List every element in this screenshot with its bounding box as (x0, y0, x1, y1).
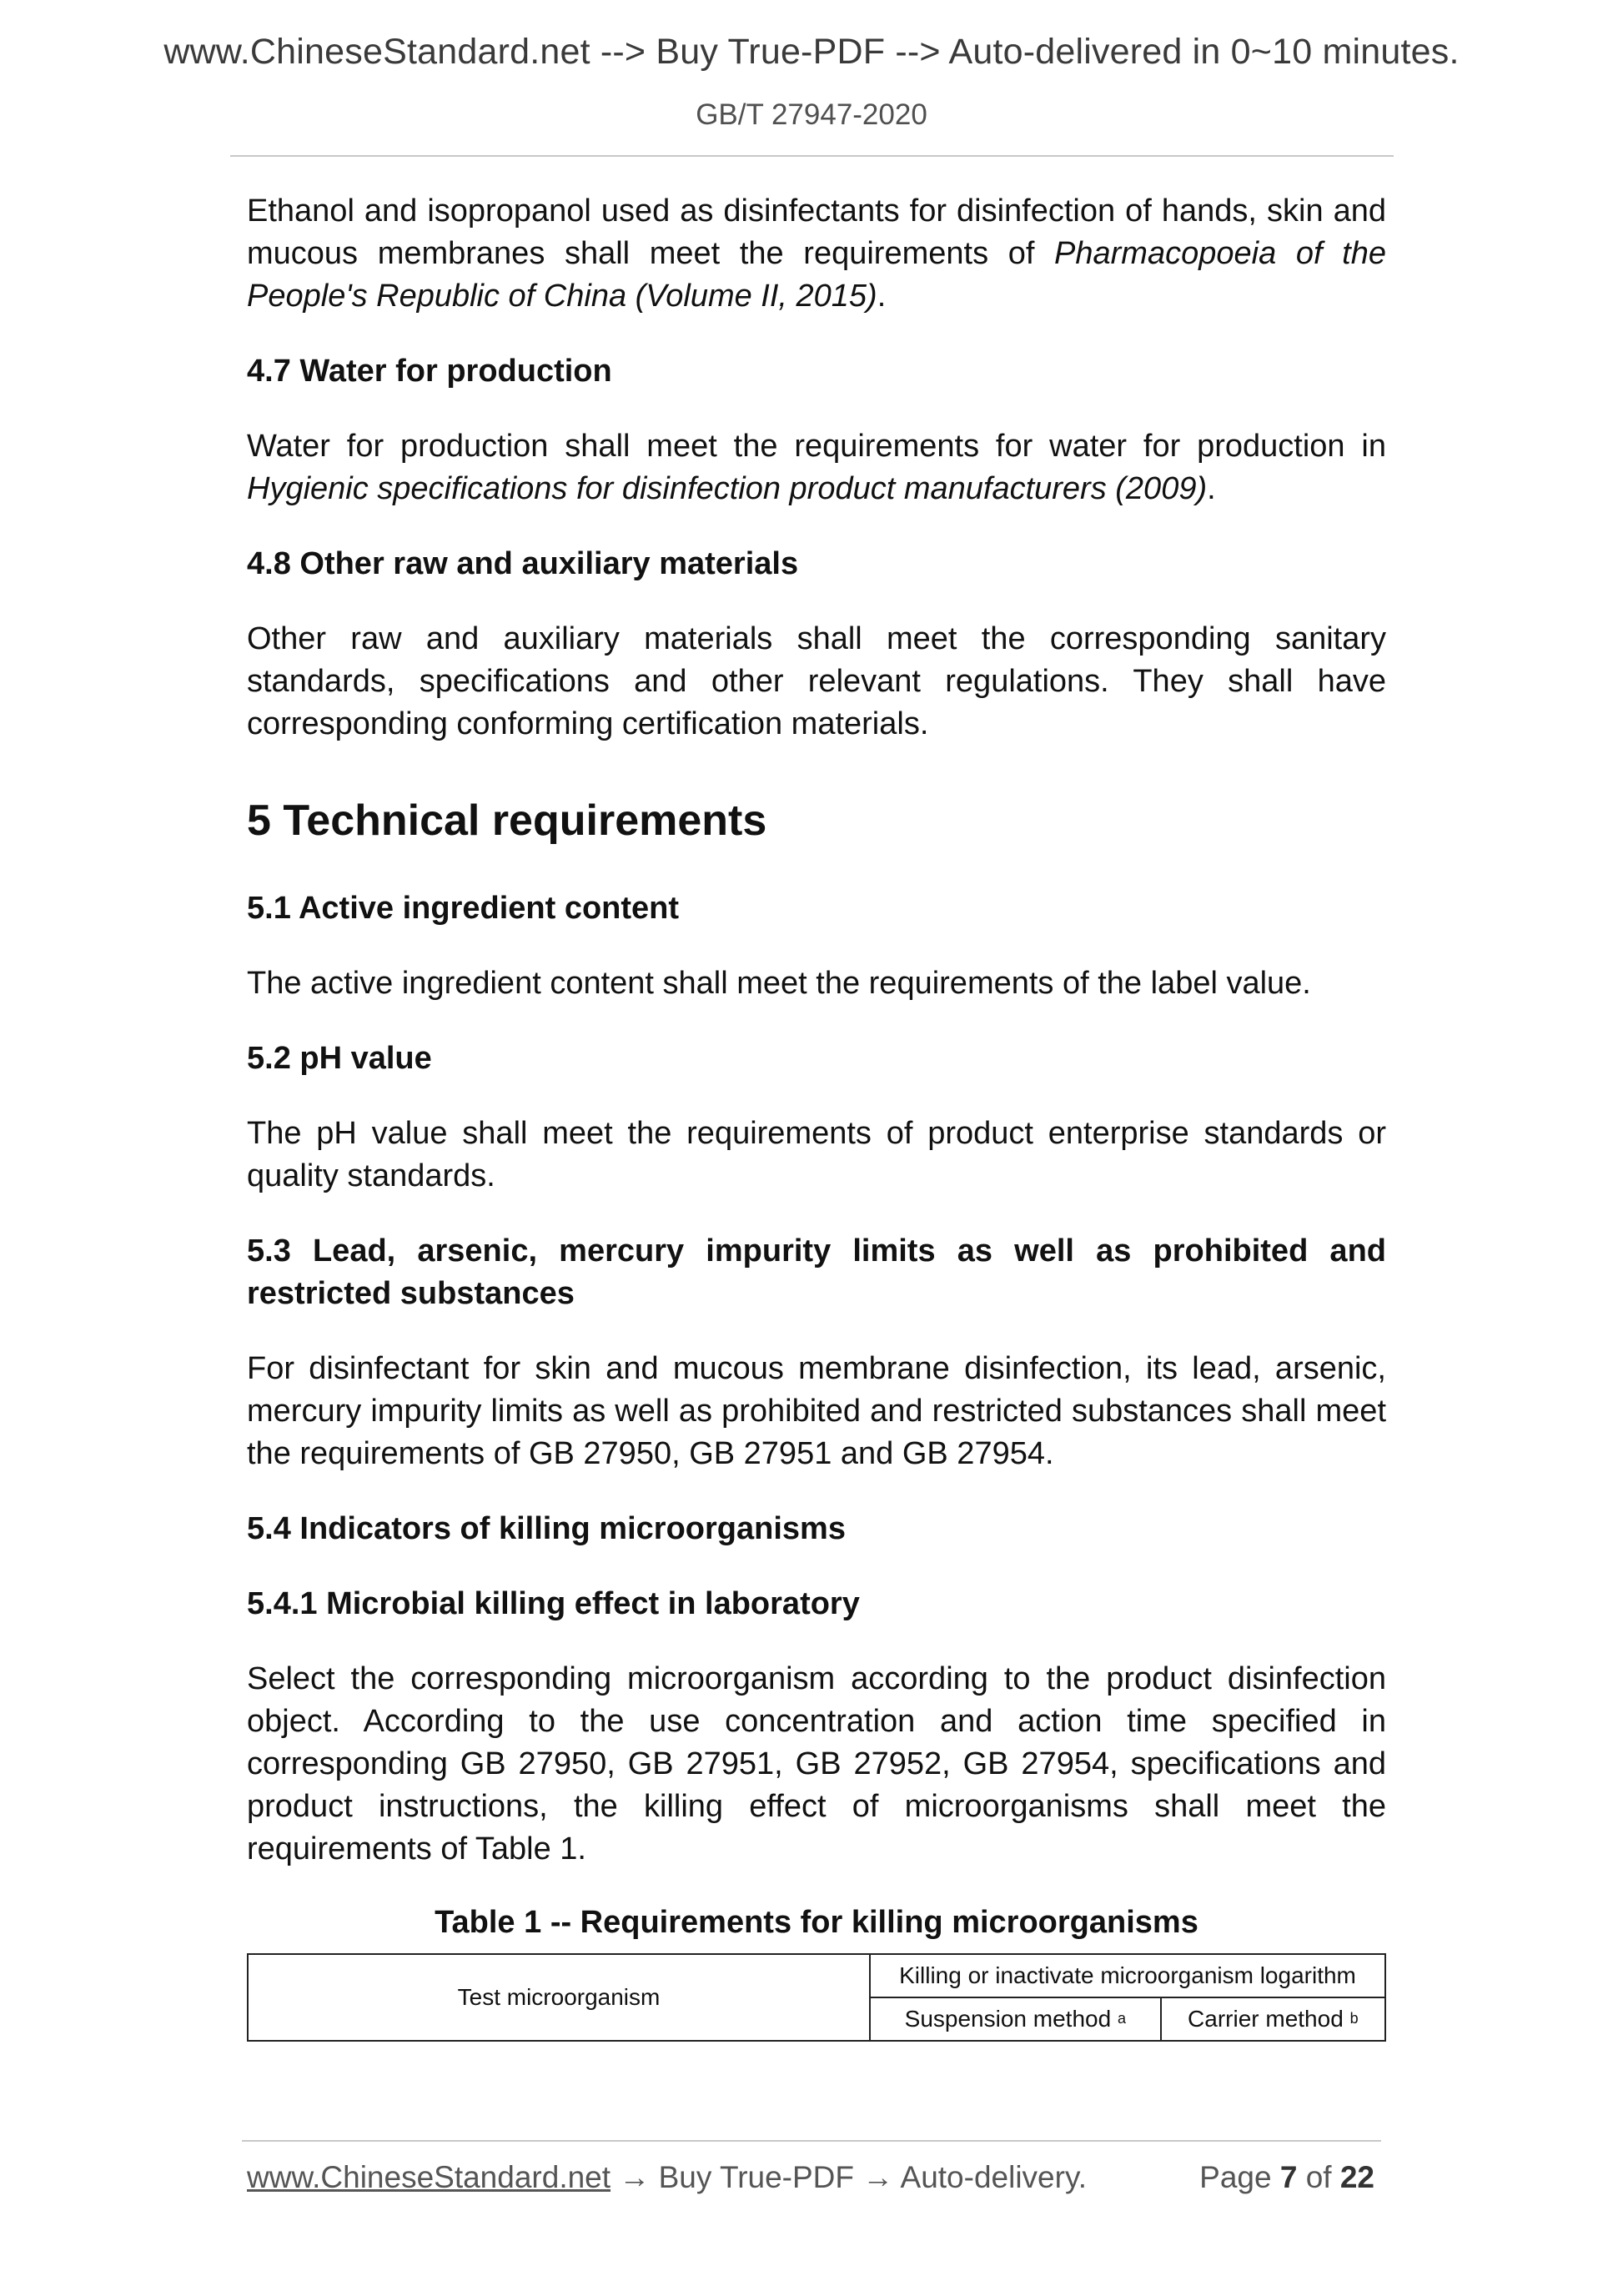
page-indicator: Page 7 of 22 (1199, 2160, 1374, 2194)
page-total: 22 (1339, 2160, 1374, 2194)
table-1 (247, 1953, 1386, 2042)
paragraph-ethanol: Ethanol and isopropanol used as disinfectants for disinfection of hands, skin and mucous membranes shall meet the requirements of Pharmacopoeia of the People's Republic of China (Volume II, 2015). (247, 193, 1386, 314)
footer (247, 2160, 1381, 2195)
header-suspension-method: Suspension method $^a$ (870, 1997, 1161, 2041)
heading-4-8: 4.8 Other raw and auxiliary materials (247, 546, 799, 581)
heading-5-1: 5.1 Active ingredient content (247, 891, 680, 926)
header-banner: www.ChineseStandard.net --> Buy True-PDF --> Auto-delivered in 0~10 minutes. (163, 32, 1460, 72)
pharmacopoeia-reference: Pharmacopoeia of the People's Republic of China (Volume II, 2015) (247, 236, 1386, 314)
paragraph-5-2: The pH value shall meet the requirements of product enterprise standards or quality standards. (247, 1116, 1386, 1193)
header-test-microorganism: Test microorganism (248, 1954, 870, 2041)
table-header-row (248, 1954, 1385, 1997)
page-content (247, 190, 1386, 2042)
table-1-title: Table 1 -- Requirements for killing microorganisms (435, 1905, 1198, 1940)
paragraph-5-1: The active ingredient content shall meet the requirements of the label value. (247, 966, 1311, 1001)
heading-5-4: 5.4 Indicators of killing microorganisms (247, 1511, 846, 1546)
heading-4-7: 4.7 Water for production (247, 354, 612, 389)
footer-text: → Buy True-PDF → Auto-delivery. (611, 2160, 1087, 2194)
page-current: 7 (1279, 2160, 1298, 2194)
standard-number: GB/T 27947-2020 (696, 98, 927, 131)
paragraph-5-3: For disinfectant for skin and mucous membrane disinfection, its lead, arsenic, mercury impurity limits as well as prohibited and restricted substances shall meet the requirements of GB 27950, GB 27951 and GB 27954. (247, 1351, 1386, 1471)
hygienic-spec-reference: Hygienic specifications for disinfection product manufacturers (2009) (247, 471, 1208, 506)
footer-divider (242, 2140, 1381, 2142)
header-divider (230, 155, 1394, 157)
heading-5-3: 5.3 Lead, arsenic, mercury impurity limits as well as prohibited and restricted substances (247, 1233, 1386, 1311)
paragraph-other-materials: Other raw and auxiliary materials shall meet the corresponding sanitary standards, specifications and other relevant regulations. They shall have corresponding conforming certification materials. (247, 621, 1386, 741)
header-carrier-method: Carrier method $^b$ (1161, 1997, 1385, 2041)
heading-5-2: 5.2 pH value (247, 1041, 432, 1076)
header-killing-logarithm: Killing or inactivate microorganism logarithm (870, 1954, 1385, 1997)
paragraph-5-4-1: Select the corresponding microorganism according to the product disinfection object. According to the use concentration and action time specified in corresponding GB 27950, GB 27951, GB 27952, GB 27954, specifications and product instructions, the killing effect of microorganisms shall meet the requirements of Table 1. (247, 1661, 1386, 1866)
footnote-a: a (1117, 2010, 1126, 2027)
footnote-b: b (1349, 2010, 1359, 2027)
heading-5: 5 Technical requirements (247, 796, 767, 845)
heading-5-4-1: 5.4.1 Microbial killing effect in laboratory (247, 1586, 860, 1621)
paragraph-water: Water for production shall meet the requirements for water for production in Hygienic specifications for disinfection product manufacturers (2009). (247, 429, 1386, 506)
footer-site-link[interactable]: www.ChineseStandard.net (247, 2160, 611, 2194)
